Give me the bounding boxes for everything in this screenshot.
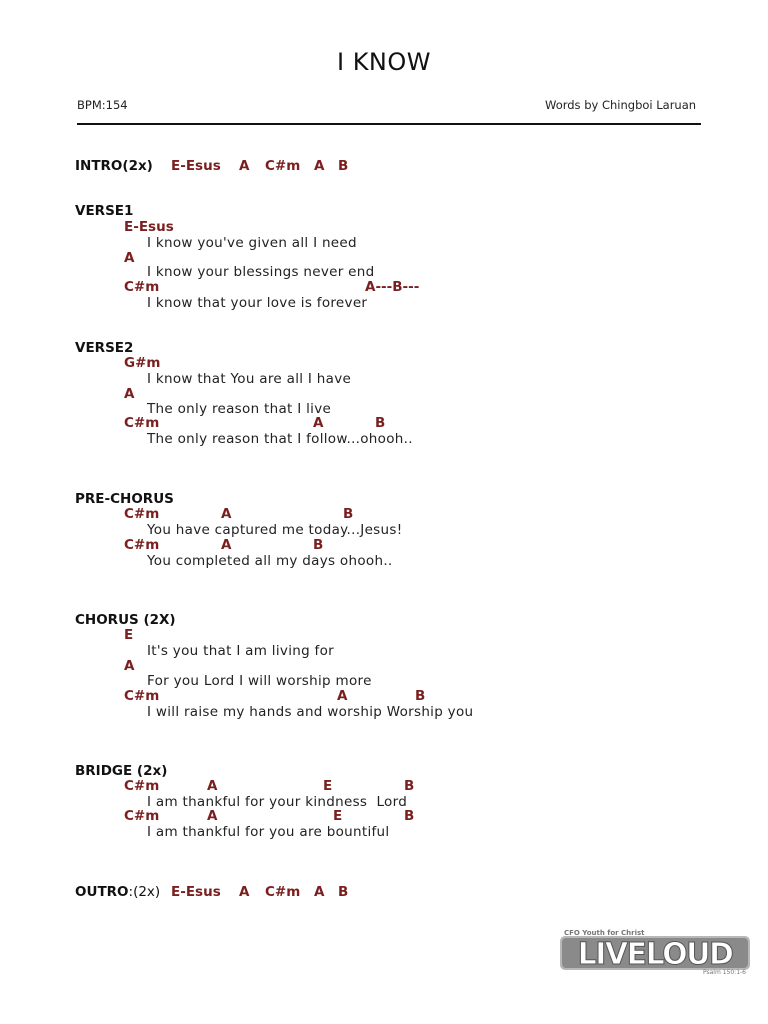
section-label-prechorus: PRE-CHORUS bbox=[75, 491, 174, 507]
section-label-chorus: CHORUS (2X) bbox=[75, 612, 176, 628]
chord: B bbox=[313, 537, 324, 553]
chord: A bbox=[207, 808, 218, 824]
chord: A bbox=[221, 537, 232, 553]
chord: A bbox=[314, 884, 325, 900]
lyric-line: I know you've given all I need bbox=[147, 235, 357, 251]
lyric-line: I am thankful for you are bountiful bbox=[147, 824, 390, 840]
logo-verse: Psalm 150:1-6 bbox=[702, 969, 746, 975]
chord: A bbox=[124, 250, 135, 266]
lyric-line: You have captured me today...Jesus! bbox=[147, 522, 403, 538]
chord: A bbox=[207, 778, 218, 794]
lyric-line: For you Lord I will worship more bbox=[147, 673, 372, 689]
lyric-line: I will raise my hands and worship Worship you bbox=[147, 704, 474, 720]
chord: E bbox=[323, 778, 333, 794]
chord: E-Esus bbox=[171, 158, 221, 174]
chord: E-Esus bbox=[171, 884, 221, 900]
lyric-line: I know that your love is forever bbox=[147, 295, 368, 311]
chord: A bbox=[313, 415, 324, 431]
chord: B bbox=[375, 415, 386, 431]
chord: A bbox=[239, 158, 250, 174]
chord: E bbox=[333, 808, 343, 824]
chord: B bbox=[338, 158, 349, 174]
bpm-label: BPM:154 bbox=[77, 98, 128, 112]
chord: B bbox=[415, 688, 426, 704]
chord: C#m bbox=[124, 537, 160, 553]
liveloud-logo bbox=[558, 927, 754, 975]
outro-label-suffix: :(2x) bbox=[128, 884, 161, 900]
header-divider bbox=[77, 123, 701, 125]
section-label-outro bbox=[75, 884, 160, 900]
chord: A bbox=[124, 658, 135, 674]
section-label-intro: INTRO(2x) bbox=[75, 158, 153, 174]
chord: A---B--- bbox=[365, 279, 420, 295]
chord: C#m bbox=[124, 279, 160, 295]
chord: C#m bbox=[124, 415, 160, 431]
section-label-verse2: VERSE2 bbox=[75, 340, 134, 356]
logo-tagline: CFO Youth for Christ bbox=[564, 929, 645, 937]
logo-wordmark: LIVELOUD bbox=[577, 937, 733, 972]
chord: C#m bbox=[124, 506, 160, 522]
lyric-line: I am thankful for your kindness Lord bbox=[147, 794, 408, 810]
lyric-line: I know your blessings never end bbox=[147, 264, 375, 280]
chord: C#m bbox=[124, 688, 160, 704]
credit-label: Words by Chingboi Laruan bbox=[545, 98, 697, 112]
chord: A bbox=[314, 158, 325, 174]
chord: G#m bbox=[124, 355, 161, 371]
chord: B bbox=[404, 808, 415, 824]
chord: A bbox=[239, 884, 250, 900]
lyric-line: The only reason that I follow...ohooh.. bbox=[147, 431, 413, 447]
section-label-verse1: VERSE1 bbox=[75, 203, 134, 219]
chord: A bbox=[221, 506, 232, 522]
chord: B bbox=[343, 506, 354, 522]
chord: C#m bbox=[265, 884, 301, 900]
chord: B bbox=[338, 884, 349, 900]
chord: C#m bbox=[124, 778, 160, 794]
lyric-line: I know that You are all I have bbox=[147, 371, 352, 387]
lyric-line: The only reason that I live bbox=[147, 401, 332, 417]
lyric-line: It's you that I am living for bbox=[147, 643, 335, 659]
chord: B bbox=[404, 778, 415, 794]
chord: C#m bbox=[265, 158, 301, 174]
section-label-bridge: BRIDGE (2x) bbox=[75, 763, 168, 779]
chord: C#m bbox=[124, 808, 160, 824]
chord: E bbox=[124, 627, 134, 643]
chord: A bbox=[337, 688, 348, 704]
chord: A bbox=[124, 386, 135, 402]
chord: E-Esus bbox=[124, 219, 174, 235]
outro-label-main: OUTRO bbox=[75, 884, 129, 900]
lyric-line: You completed all my days ohooh.. bbox=[147, 553, 393, 569]
song-title: I KNOW bbox=[336, 48, 432, 76]
